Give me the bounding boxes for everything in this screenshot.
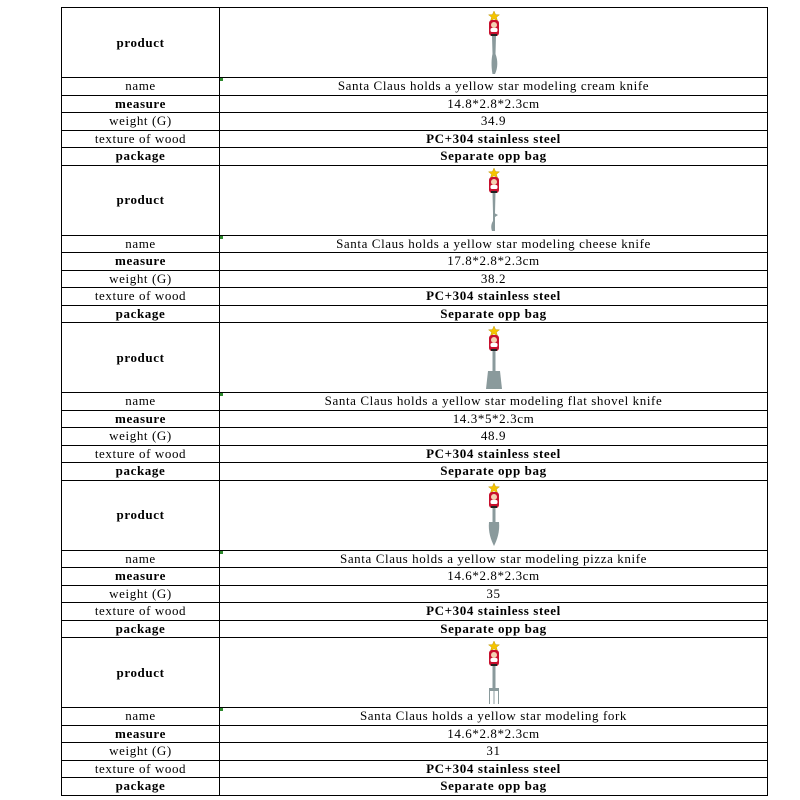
material-row (62, 603, 768, 621)
product-image-row (62, 165, 768, 235)
material-label: texture of wood (62, 130, 220, 148)
weight-value: 31 (220, 743, 768, 761)
measure-value: 17.8*2.8*2.3cm (220, 253, 768, 271)
weight-row (62, 270, 768, 288)
name-value (220, 393, 768, 411)
measure-row (62, 253, 768, 271)
material-label: texture of wood (62, 603, 220, 621)
weight-row (62, 428, 768, 446)
measure-value: 14.6*2.8*2.3cm (220, 568, 768, 586)
weight-label: weight (G) (62, 743, 220, 761)
measure-label: measure (62, 95, 220, 113)
measure-label: measure (62, 725, 220, 743)
weight-value: 38.2 (220, 270, 768, 288)
package-row (62, 305, 768, 323)
material-value: PC+304 stainless steel (220, 130, 768, 148)
name-text: Santa Claus holds a yellow star modeling cheese knife (336, 235, 651, 251)
name-text: Santa Claus holds a yellow star modeling cream knife (337, 78, 650, 94)
weight-row (62, 585, 768, 603)
package-value: Separate opp bag (220, 305, 768, 323)
weight-label: weight (G) (62, 270, 220, 288)
package-label: package (62, 778, 220, 796)
name-value (220, 235, 768, 253)
measure-row (62, 95, 768, 113)
material-value: PC+304 stainless steel (220, 603, 768, 621)
material-value: PC+304 stainless steel (220, 760, 768, 778)
name-value (220, 78, 768, 96)
cream-knife-image (479, 10, 509, 76)
name-value (220, 708, 768, 726)
measure-value: 14.6*2.8*2.3cm (220, 725, 768, 743)
pizza-knife-image (479, 482, 509, 548)
measure-row (62, 568, 768, 586)
cell-marker (220, 708, 223, 711)
product-image-cell (220, 165, 768, 235)
measure-value: 14.8*2.8*2.3cm (220, 95, 768, 113)
package-row (62, 148, 768, 166)
product-image-row (62, 323, 768, 393)
cheese-knife-image (479, 167, 509, 233)
package-label: package (62, 620, 220, 638)
weight-value: 48.9 (220, 428, 768, 446)
material-row (62, 445, 768, 463)
package-row (62, 778, 768, 796)
product-image-cell (220, 8, 768, 78)
name-row (62, 708, 768, 726)
fork-image (479, 640, 509, 706)
cell-marker (220, 78, 223, 81)
name-label: name (62, 78, 220, 96)
product-label: product (62, 165, 220, 235)
weight-label: weight (G) (62, 428, 220, 446)
cell-marker (220, 551, 223, 554)
material-row (62, 760, 768, 778)
material-row (62, 288, 768, 306)
measure-label: measure (62, 568, 220, 586)
package-value: Separate opp bag (220, 148, 768, 166)
package-value: Separate opp bag (220, 778, 768, 796)
name-text: Santa Claus holds a yellow star modeling pizza knife (339, 550, 648, 566)
measure-row (62, 725, 768, 743)
name-label: name (62, 235, 220, 253)
product-image-row (62, 480, 768, 550)
product-image-row (62, 638, 768, 708)
weight-label: weight (G) (62, 113, 220, 131)
weight-label: weight (G) (62, 585, 220, 603)
material-row (62, 130, 768, 148)
product-label: product (62, 638, 220, 708)
name-row (62, 235, 768, 253)
package-label: package (62, 305, 220, 323)
product-image-cell (220, 323, 768, 393)
product-label: product (62, 8, 220, 78)
material-label: texture of wood (62, 445, 220, 463)
name-row (62, 550, 768, 568)
package-value: Separate opp bag (220, 463, 768, 481)
product-image-row (62, 8, 768, 78)
measure-value: 14.3*5*2.3cm (220, 410, 768, 428)
name-text: Santa Claus holds a yellow star modeling fork (359, 708, 628, 724)
measure-label: measure (62, 253, 220, 271)
cell-marker (220, 393, 223, 396)
measure-row (62, 410, 768, 428)
material-value: PC+304 stainless steel (220, 288, 768, 306)
package-label: package (62, 463, 220, 481)
package-row (62, 463, 768, 481)
name-value (220, 550, 768, 568)
weight-value: 35 (220, 585, 768, 603)
name-label: name (62, 708, 220, 726)
product-image-cell (220, 480, 768, 550)
flat-shovel-knife-image (479, 325, 509, 391)
weight-row (62, 743, 768, 761)
name-row (62, 78, 768, 96)
cell-marker (220, 236, 223, 239)
name-row (62, 393, 768, 411)
package-value: Separate opp bag (220, 620, 768, 638)
package-label: package (62, 148, 220, 166)
material-label: texture of wood (62, 760, 220, 778)
product-label: product (62, 323, 220, 393)
material-label: texture of wood (62, 288, 220, 306)
measure-label: measure (62, 410, 220, 428)
product-image-cell (220, 638, 768, 708)
name-label: name (62, 550, 220, 568)
product-spec-table (61, 7, 768, 796)
name-text: Santa Claus holds a yellow star modeling flat shovel knife (324, 393, 663, 409)
package-row (62, 620, 768, 638)
material-value: PC+304 stainless steel (220, 445, 768, 463)
weight-value: 34.9 (220, 113, 768, 131)
weight-row (62, 113, 768, 131)
product-label: product (62, 480, 220, 550)
name-label: name (62, 393, 220, 411)
